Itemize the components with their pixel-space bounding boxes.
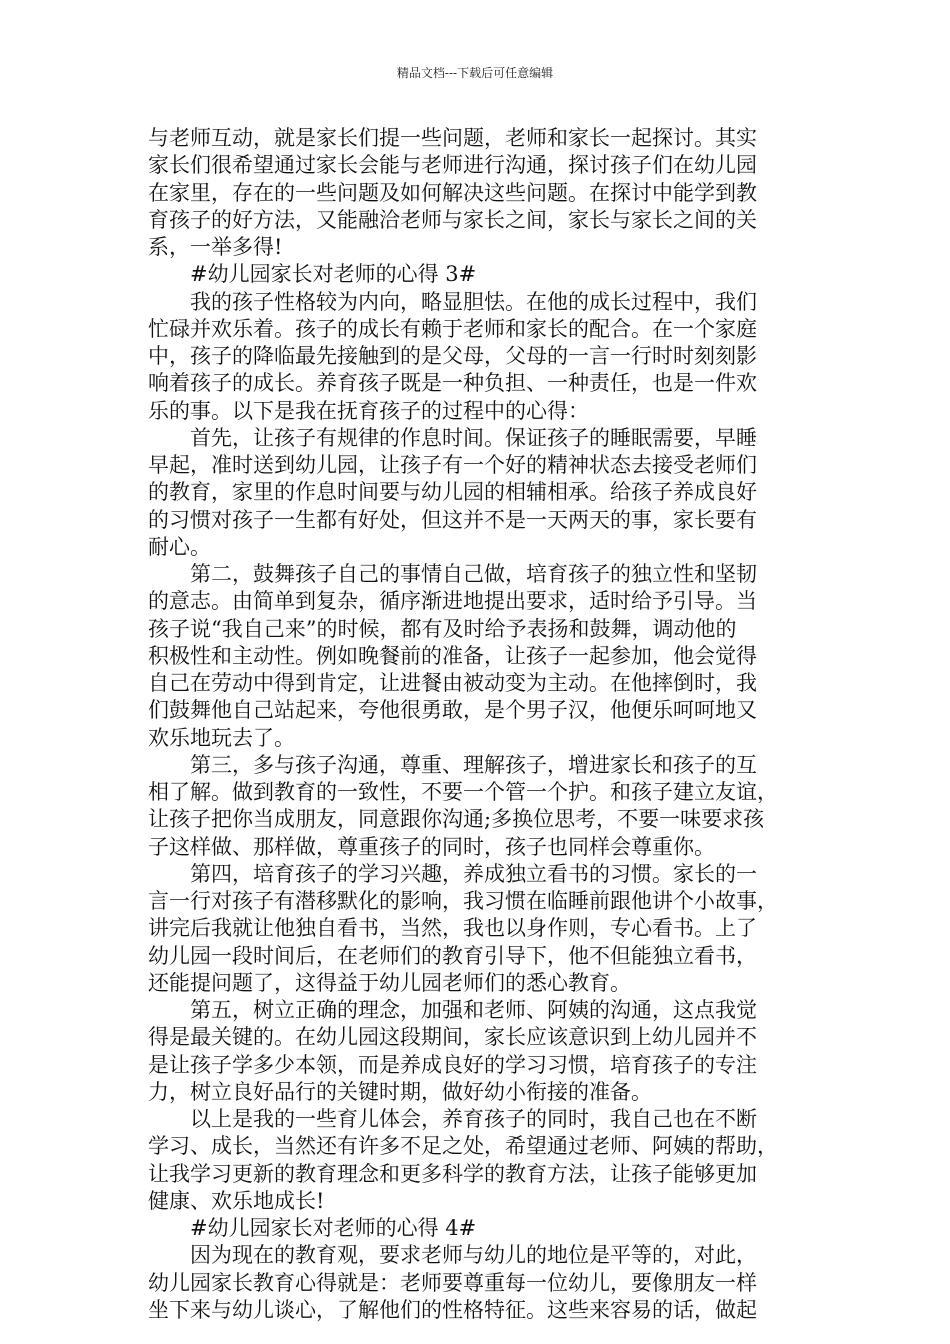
text-line: 与老师互动，就是家长们提一些问题，老师和家长一起探讨。其实 (148, 126, 757, 150)
text-line: 第三，多与孩子沟通，尊重、理解孩子，增进家长和孩子的互 (190, 752, 757, 777)
text-line: 第四，培育孩子的学习兴趣，养成独立看书的习惯。家长的一 (190, 861, 757, 886)
text-line: 积极性和主动性。例如晚餐前的准备，让孩子一起参加，他会觉得 (148, 643, 757, 668)
text-line: 孩子说“我自己来”的时候，都有及时给予表扬和鼓舞，调动他的 (148, 616, 737, 641)
paragraph (148, 425, 808, 561)
text-line: 系，一举多得! (148, 235, 283, 259)
text-line: 学习、成长，当然还有许多不足之处，希望通过老师、阿姨的帮助， (148, 1134, 778, 1159)
text-line: 育孩子的好方法，又能融洽老师与家长之间，家长与家长之间的关 (148, 207, 757, 232)
text-line: 言一行对孩子有潜移默化的影响，我习惯在临睡前跟他讲个小故事， (148, 889, 778, 913)
text-line: 幼儿园家长教育心得就是：老师要尊重每一位幼儿，要像朋友一样 (148, 1270, 757, 1295)
text-line: 幼儿园一段时间后，在老师们的教育引导下，他不但能独立看书， (148, 943, 757, 968)
paragraph (148, 1215, 808, 1242)
paragraph (148, 861, 808, 997)
text-line: 我的孩子性格较为内向，略显胆怯。在他的成长过程中，我们 (190, 289, 757, 314)
paragraph (148, 125, 808, 261)
text-line: 让孩子把你当成朋友，同意跟你沟通;多换位思考，不要一味要求孩 (148, 807, 765, 832)
text-line: 力，树立良好品行的关键时期，做好幼小衔接的准备。 (148, 1079, 652, 1104)
text-line: #幼儿园家长对老师的心得 4# (190, 1216, 477, 1240)
text-line: 让我学习更新的教育理念和更多科学的教育方法，让孩子能够更加 (148, 1161, 757, 1186)
text-line: 的意志。由简单到复杂，循序渐进地提出要求，适时给予引导。当 (148, 589, 757, 614)
document-body (148, 125, 808, 1324)
text-line: 的习惯对孩子一生都有好处，但这并不是一天两天的事，家长要有 (148, 507, 757, 532)
text-line: 第五，树立正确的理念，加强和老师、阿姨的沟通，这点我觉 (190, 998, 757, 1022)
paragraph (148, 261, 808, 288)
text-line: 坐下来与幼儿谈心，了解他们的性格特征。这些来容易的话，做起 (148, 1297, 757, 1322)
text-line: 以上是我的一些育儿体会，养育孩子的同时，我自己也在不断 (190, 1107, 757, 1131)
text-line: 首先，让孩子有规律的作息时间。保证孩子的睡眠需要，早睡 (190, 425, 757, 450)
text-line: 第二，鼓舞孩子自己的事情自己做，培育孩子的独立性和坚韧 (190, 562, 757, 586)
text-line: 的教育，家里的作息时间要与幼儿园的相辅相承。给孩子养成良好 (148, 480, 757, 505)
text-line: 家长们很希望通过家长会能与老师进行沟通，探讨孩子们在幼儿园 (148, 153, 757, 178)
text-line: 乐的事。以下是我在抚育孩子的过程中的心得： (148, 398, 589, 423)
text-line: 响着孩子的成长。养育孩子既是一种负担、一种责任，也是一件欢 (148, 371, 757, 396)
text-line: 在家里，存在的一些问题及如何解决这些问题。在探讨中能学到教 (148, 180, 757, 205)
text-line: 讲完后我就让他独自看书，当然，我也以身作则，专心看书。上了 (148, 916, 757, 941)
paragraph (148, 561, 808, 752)
text-line: 忙碌并欢乐着。孩子的成长有赖于老师和家长的配合。在一个家庭 (148, 316, 757, 341)
paragraph (148, 997, 808, 1106)
text-line: 中，孩子的降临最先接触到的是父母，父母的一言一行时时刻刻影 (148, 344, 757, 368)
text-line: 自己在劳动中得到肯定，让进餐由被动变为主动。在他摔倒时，我 (148, 671, 757, 695)
text-line: 们鼓舞他自己站起来，夸他很勇敢，是个男子汉，他便乐呵呵地又 (148, 698, 757, 723)
text-line: 相了解。做到教育的一致性，不要一个管一个护。和孩子建立友谊， (148, 780, 778, 804)
text-line: 还能提问题了，这得益于幼儿园老师们的悉心教育。 (148, 970, 631, 995)
text-line: 子这样做、那样做，尊重孩子的同时，孩子也同样会尊重你。 (148, 834, 715, 859)
text-line: 是让孩子学多少本领，而是养成良好的学习习惯，培育孩子的专注 (148, 1052, 757, 1077)
text-line: 得是最关键的。在幼儿园这段期间，家长应该意识到上幼儿园并不 (148, 1025, 757, 1050)
paragraph (148, 752, 808, 861)
text-line: 因为现在的教育观，要求老师与幼儿的地位是平等的，对此， (190, 1243, 757, 1268)
text-line: 耐心。 (148, 534, 211, 559)
text-line: #幼儿园家长对老师的心得 3# (190, 262, 477, 287)
paragraph (148, 1106, 808, 1215)
text-line: 健康、欢乐地成长! (148, 1188, 325, 1213)
paragraph (148, 289, 808, 425)
paragraph (148, 1242, 808, 1324)
text-line: 欢乐地玩去了。 (148, 725, 295, 750)
text-line: 早起，准时送到幼儿园，让孩子有一个好的精神状态去接受老师们 (148, 453, 757, 477)
page-header: 精品文档---下载后可任意编辑 (396, 66, 554, 80)
